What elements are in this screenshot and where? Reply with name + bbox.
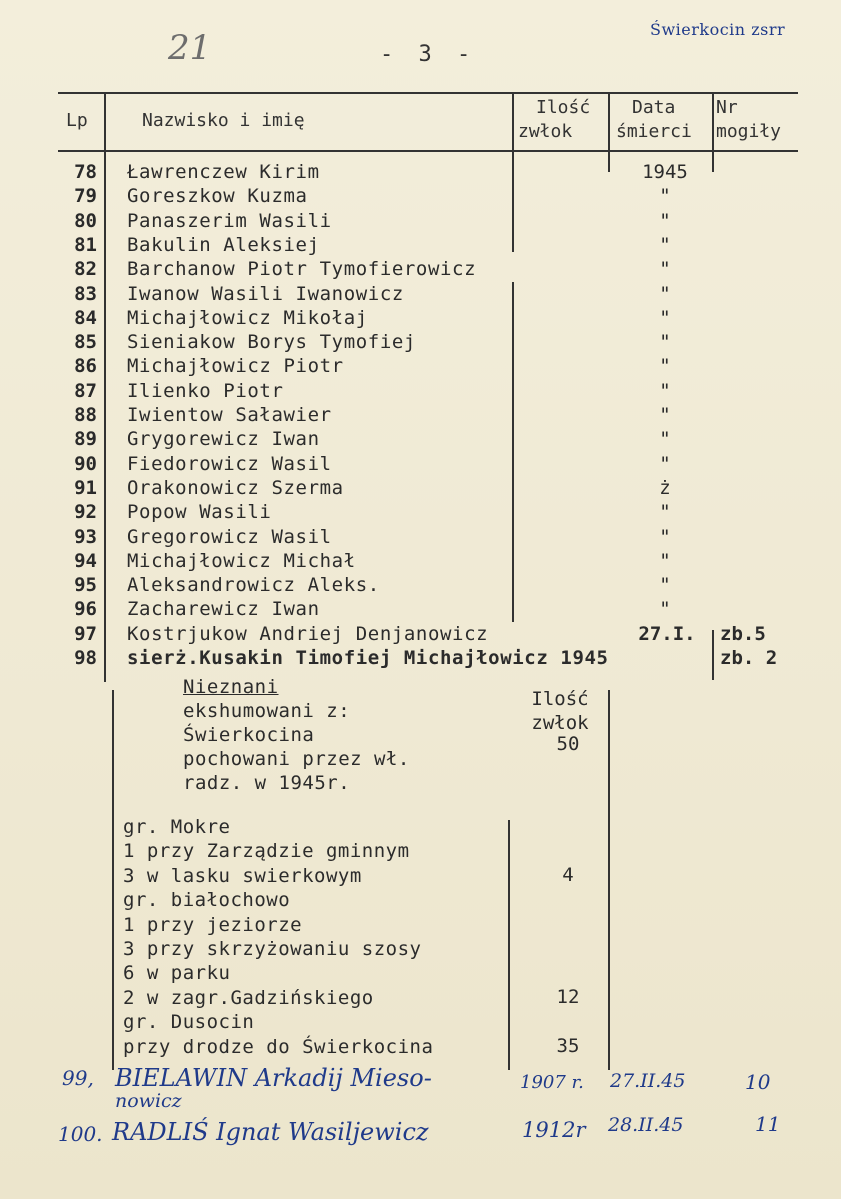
unknown-line-3: pochowani przez wł. xyxy=(183,748,410,770)
row-lp: 96 xyxy=(74,598,97,621)
count-column-rule xyxy=(608,690,610,1070)
row-lp: 85 xyxy=(74,331,97,354)
handwritten-grave-100: 11 xyxy=(755,1112,781,1136)
row-lp: 79 xyxy=(74,185,97,208)
row-date: " xyxy=(659,549,671,572)
row-name: Iwientow Saławier xyxy=(127,404,332,426)
row-name: Barchanow Piotr Tymofierowicz xyxy=(127,258,477,281)
lp-column-rule-lower xyxy=(112,690,114,1070)
row-date: ż xyxy=(659,476,671,499)
handwritten-date-99: 27.II.45 xyxy=(610,1070,686,1092)
row-lp: 80 xyxy=(74,209,97,232)
row-lp: 93 xyxy=(74,525,97,548)
table-row xyxy=(0,525,841,549)
table-row xyxy=(0,184,841,208)
row-lp: 84 xyxy=(74,306,97,329)
header-lp: Lp xyxy=(66,110,88,131)
row-name: Grygorewicz Iwan xyxy=(127,428,320,451)
location-line: przy drodze do Świerkocina xyxy=(123,1035,434,1058)
unknown-title: Nieznani xyxy=(183,676,279,698)
row-lp: 91 xyxy=(74,476,97,499)
location-line: gr. Mokre xyxy=(123,816,231,838)
row-name: Michajłowicz Michał xyxy=(127,549,356,572)
header-date-1: Data xyxy=(632,97,676,118)
location-count: 35 xyxy=(556,1034,580,1057)
handwritten-date-100: 28.II.45 xyxy=(608,1114,684,1136)
header-bodies-1: Ilość xyxy=(536,97,591,118)
row-date: " xyxy=(659,525,671,548)
unknown-count-label-2: zwłok xyxy=(531,712,589,734)
row-lp: 95 xyxy=(74,574,97,597)
table-top-rule xyxy=(58,92,798,94)
table-row xyxy=(0,160,841,184)
handwritten-name-99-cont: nowicz xyxy=(115,1090,182,1112)
table-row xyxy=(0,354,841,378)
row-name: Bakulin Aleksiej xyxy=(127,233,320,256)
handwritten-name-100: RADLIŚ Ignat Wasiljewicz xyxy=(112,1118,429,1146)
top-right-note: Świerkocin zsrr xyxy=(650,20,786,39)
row-date: " xyxy=(659,306,671,329)
location-line: 6 w parku xyxy=(123,962,231,985)
row-name: Gregorowicz Wasil xyxy=(127,525,332,548)
table-row xyxy=(0,282,841,306)
row-date: " xyxy=(659,428,671,451)
table-row xyxy=(0,306,841,330)
table-row xyxy=(0,403,841,427)
header-date-2: śmierci xyxy=(616,121,692,142)
table-row xyxy=(0,646,841,670)
row-lp: 83 xyxy=(74,282,97,305)
row-date: 27.I. xyxy=(638,622,696,645)
table-row xyxy=(0,330,841,354)
row-name: Michajłowicz Piotr xyxy=(127,355,344,378)
header-name: Nazwisko i imię xyxy=(142,110,305,131)
row-date: " xyxy=(659,404,671,426)
unknown-count-value: 50 xyxy=(556,733,580,755)
row-date: " xyxy=(659,185,671,208)
table-row xyxy=(0,573,841,597)
row-lp: 98 xyxy=(74,647,97,669)
row-date: " xyxy=(659,258,671,281)
row-lp: 97 xyxy=(74,622,97,645)
header-grave-2: mogiły xyxy=(716,121,782,142)
page-number: - 3 - xyxy=(380,42,477,67)
handwritten-lp-99: 99, xyxy=(62,1066,94,1090)
location-column-rule xyxy=(508,820,510,1070)
row-name: Zacharewicz Iwan xyxy=(127,598,320,621)
row-name: Iwanow Wasili Iwanowicz xyxy=(127,282,404,305)
handwritten-year-99: 1907 r. xyxy=(520,1072,584,1093)
unknown-line-1: ekshumowani z: xyxy=(183,700,351,722)
row-name: Orakonowicz Szerma xyxy=(127,476,344,499)
row-lp: 82 xyxy=(74,258,97,281)
row-name: Fiedorowicz Wasil xyxy=(127,452,332,475)
row-name: Goreszkow Kuzma xyxy=(127,185,308,208)
row-lp: 94 xyxy=(74,549,97,572)
table-row xyxy=(0,257,841,281)
location-line: 3 przy skrzyżowaniu szosy xyxy=(123,938,422,960)
row-name: Sieniakow Borys Tymofiej xyxy=(127,331,416,354)
location-line: 2 w zagr.Gadzińskiego xyxy=(123,986,374,1009)
row-grave: zb.5 xyxy=(720,622,766,645)
row-lp: 87 xyxy=(74,379,97,402)
unknown-line-2: Świerkocina xyxy=(183,724,315,746)
unknown-line-4: radz. w 1945r. xyxy=(183,772,351,794)
location-count: 12 xyxy=(556,985,580,1008)
header-bottom-rule xyxy=(58,150,798,152)
table-row xyxy=(0,549,841,573)
location-line: gr. Dusocin xyxy=(123,1011,255,1034)
table-row xyxy=(0,427,841,451)
handwritten-year-100: 1912r xyxy=(522,1118,586,1142)
handwritten-grave-99: 10 xyxy=(745,1070,771,1094)
table-row xyxy=(0,597,841,621)
table-row xyxy=(0,209,841,233)
table-row xyxy=(0,233,841,257)
row-lp: 90 xyxy=(74,452,97,475)
row-lp: 92 xyxy=(74,501,97,524)
row-date: 1945 xyxy=(642,161,688,183)
row-date: " xyxy=(659,598,671,621)
top-left-page-note: 21 xyxy=(168,28,212,68)
location-line: 1 przy Zarządzie gminnym xyxy=(123,840,410,863)
unknown-count-label-1: Ilość xyxy=(531,688,589,710)
row-date: " xyxy=(659,331,671,354)
row-date: " xyxy=(659,501,671,524)
row-name: sierż.Kusakin Timofiej Michajłowicz 1945 xyxy=(127,647,609,669)
location-line: 3 w lasku swierkowym xyxy=(123,864,362,887)
handwritten-name-99: BIELAWIN Arkadij Mieso- xyxy=(115,1064,432,1092)
row-lp: 88 xyxy=(74,404,97,426)
location-count: 4 xyxy=(562,863,574,886)
location-line: 1 przy jeziorze xyxy=(123,913,303,936)
row-lp: 86 xyxy=(74,355,97,378)
row-lp: 81 xyxy=(74,233,97,256)
row-lp: 89 xyxy=(74,428,97,451)
row-date: " xyxy=(659,233,671,256)
handwritten-lp-100: 100. xyxy=(58,1122,103,1146)
table-row xyxy=(0,500,841,524)
header-grave-1: Nr xyxy=(716,97,738,118)
table-row xyxy=(0,452,841,476)
row-date: " xyxy=(659,282,671,305)
row-lp: 78 xyxy=(74,161,97,183)
location-line: gr. białochowo xyxy=(123,889,291,912)
row-name: Ławrenczew Kirim xyxy=(127,161,320,183)
row-date: " xyxy=(659,355,671,378)
table-row xyxy=(0,622,841,646)
row-name: Aleksandrowicz Aleks. xyxy=(127,574,380,597)
header-bodies-2: zwłok xyxy=(518,121,573,142)
row-date: " xyxy=(659,452,671,475)
row-name: Popow Wasili xyxy=(127,501,272,524)
row-date: " xyxy=(659,574,671,597)
row-date: " xyxy=(659,379,671,402)
row-name: Michajłowicz Mikołaj xyxy=(127,306,368,329)
row-name: Ilienko Piotr xyxy=(127,379,284,402)
row-name: Panaszerim Wasili xyxy=(127,209,332,232)
table-row xyxy=(0,476,841,500)
row-date: " xyxy=(659,209,671,232)
row-grave: zb. 2 xyxy=(720,647,778,669)
row-name: Kostrjukow Andriej Denjanowicz xyxy=(127,622,489,645)
table-row xyxy=(0,379,841,403)
